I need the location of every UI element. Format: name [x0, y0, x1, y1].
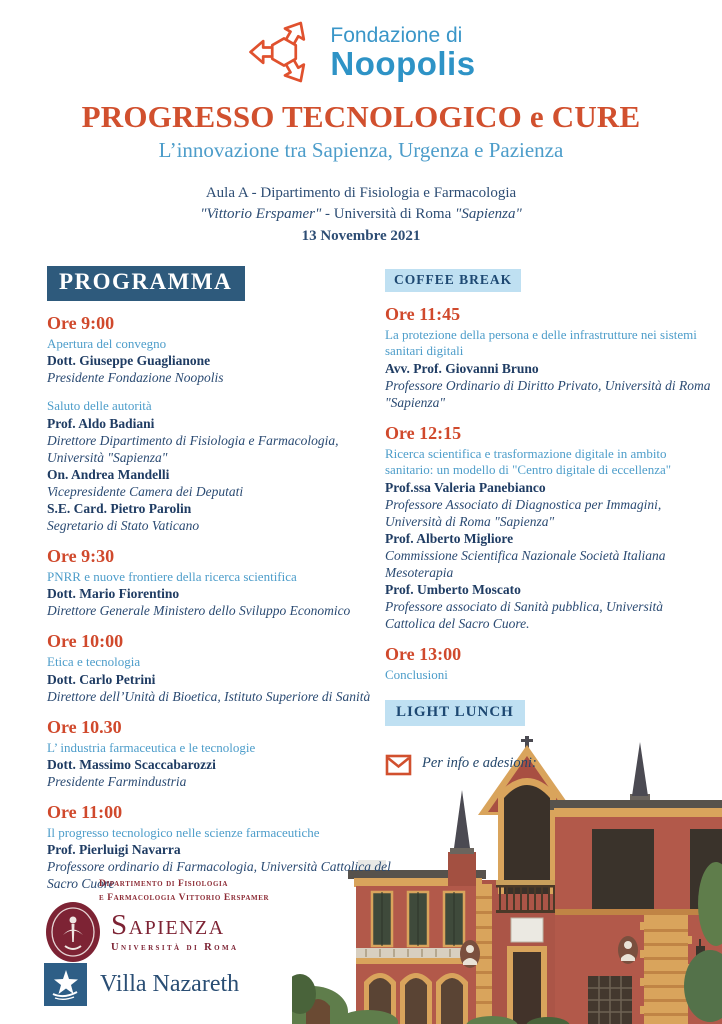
brand-name-small: Fondazione di	[330, 23, 463, 47]
venue-line2	[0, 204, 722, 225]
session-topic: Saluto delle autorità	[47, 398, 152, 414]
speaker-role: Vicepresidente Camera dei Deputati	[47, 483, 244, 499]
sapienza-name: Sapienza	[111, 908, 225, 941]
session-time: Ore 9:00	[47, 313, 115, 333]
venue-sapienza: "Sapienza"	[455, 206, 522, 223]
programma-heading: PROGRAMMA	[47, 266, 245, 301]
venue-university: - Università di Roma	[321, 206, 456, 223]
email-icon	[385, 754, 412, 776]
contact-label: Per info e adesioni:	[422, 754, 537, 771]
sapienza-wordmark	[111, 908, 239, 954]
session-topic: Il progresso tecnologico nelle scienze farmaceutiche	[47, 824, 320, 840]
session-topic: Etica e tecnologia	[47, 654, 141, 670]
speaker-name: Prof.ssa Valeria Panebianco	[385, 479, 546, 495]
session-1215	[385, 423, 712, 632]
speaker-role: Professore ordinario di Farmacologia, Università Cattolica del Sacro Cuore	[47, 859, 391, 892]
session-1000	[47, 631, 395, 704]
event-date: 13 Novembre 2021	[301, 227, 421, 244]
speaker-role: Commissione Scientifica Nazionale Società Italiana Mesoterapia	[385, 547, 666, 580]
speaker-name: On. Andrea Mandelli	[47, 466, 170, 482]
session-time: Ore 10:00	[47, 631, 124, 652]
session-0930	[47, 546, 395, 619]
sapienza-emblem-icon	[44, 901, 102, 963]
speaker-role: Direttore dell’Unità di Bioetica, Istituto Superiore di Sanità	[47, 688, 371, 704]
speaker-name: Dott. Giuseppe Guaglianone	[47, 353, 211, 369]
session-time: Ore 10.30	[47, 716, 122, 737]
speaker-name: Avv. Prof. Giovanni Bruno	[385, 360, 539, 376]
speaker-role: Professore associato di Sanità pubblica, Università Cattolica del Sacro Cuore.	[385, 598, 663, 631]
session-saluto	[47, 398, 395, 533]
speaker-role: Direttore Dipartimento di Fisiologia e Farmacologia, Università "Sapienza"	[47, 432, 339, 465]
session-topic: Conclusioni	[385, 666, 448, 682]
speaker-name: Dott. Massimo Scaccabarozzi	[47, 756, 216, 772]
villa-nazareth-logo	[44, 963, 239, 1006]
session-time: Ore 9:30	[47, 545, 115, 566]
session-topic: Ricerca scientifica e trasformazione digitale in ambito sanitario: un modello di "Centro digitale di eccellenza"	[385, 445, 672, 478]
brand-name-large: Noopolis	[330, 44, 476, 82]
speaker-role: Segretario di Stato Vaticano	[47, 517, 200, 533]
villa-nazareth-icon	[44, 963, 87, 1006]
contact-text	[422, 754, 537, 773]
brand-wordmark	[330, 25, 475, 80]
contact-block	[385, 754, 712, 776]
speaker-name: Prof. Aldo Badiani	[47, 415, 155, 431]
session-1030	[47, 717, 395, 790]
sapienza-subtitle: Università di Roma	[111, 941, 239, 953]
session-time: Ore 13:00	[385, 643, 462, 664]
light-lunch-badge: LIGHT LUNCH	[385, 700, 525, 726]
brand-header	[0, 14, 722, 90]
speaker-name: Prof. Umberto Moscato	[385, 581, 521, 597]
session-topic: Apertura del convegno	[47, 336, 167, 351]
noopolis-logo-icon	[246, 14, 322, 90]
speaker-name: Prof. Pierluigi Navarra	[47, 842, 181, 858]
department-caption-line1: Dipartimento di Fisiologia	[99, 879, 228, 889]
speaker-role: Professore Ordinario di Diritto Privato, Università di Roma "Sapienza"	[385, 377, 711, 410]
speaker-role: Professore Associato di Diagnostica per Immagini, Università di Roma "Sapienza"	[385, 496, 662, 529]
session-time: Ore 11:00	[47, 801, 123, 822]
session-0900	[47, 313, 395, 386]
speaker-name: S.E. Card. Pietro Parolin	[47, 500, 192, 516]
coffee-break-badge: COFFEE BREAK	[385, 269, 521, 292]
program-column	[47, 266, 395, 892]
session-topic: PNRR e nuove frontiere della ricerca scientifica	[47, 568, 297, 584]
session-topic: La protezione della persona e delle infrastrutture nei sistemi sanitari digitali	[385, 327, 697, 359]
venue-line1: Aula A - Dipartimento di Fisiologia e Farmacologia	[205, 185, 517, 201]
speaker-name: Prof. Alberto Migliore	[385, 530, 514, 546]
page-subtitle: L’innovazione tra Sapienza, Urgenza e Pazienza	[158, 138, 564, 162]
speaker-role: Direttore Generale Ministero dello Sviluppo Economico	[47, 603, 351, 619]
page-title: PROGRESSO TECNOLOGICO e CURE	[81, 99, 641, 134]
session-time: Ore 11:45	[385, 304, 461, 324]
venue-erspamer: "Vittorio Erspamer"	[200, 206, 322, 223]
speaker-role: Presidente Fondazione Noopolis	[47, 370, 224, 386]
session-time: Ore 12:15	[385, 422, 462, 443]
venue-block	[0, 183, 722, 247]
speaker-name: Dott. Mario Fiorentino	[47, 586, 180, 602]
department-caption-line2: e Farmacologia Vittorio Erspamer	[99, 892, 270, 903]
afternoon-column	[385, 269, 712, 776]
session-1145	[385, 304, 712, 411]
speaker-role: Presidente Farmindustria	[47, 773, 187, 789]
villa-bust-left	[460, 940, 480, 968]
sapienza-logo	[44, 901, 238, 963]
speaker-name: Dott. Carlo Petrini	[47, 671, 156, 687]
villa-nazareth-name: Villa Nazareth	[100, 971, 240, 997]
session-topic: L’ industria farmaceutica e le tecnologie	[47, 739, 256, 755]
villa-spire-left	[448, 790, 476, 886]
session-1300	[385, 644, 712, 683]
villa-bust-right	[618, 936, 638, 964]
